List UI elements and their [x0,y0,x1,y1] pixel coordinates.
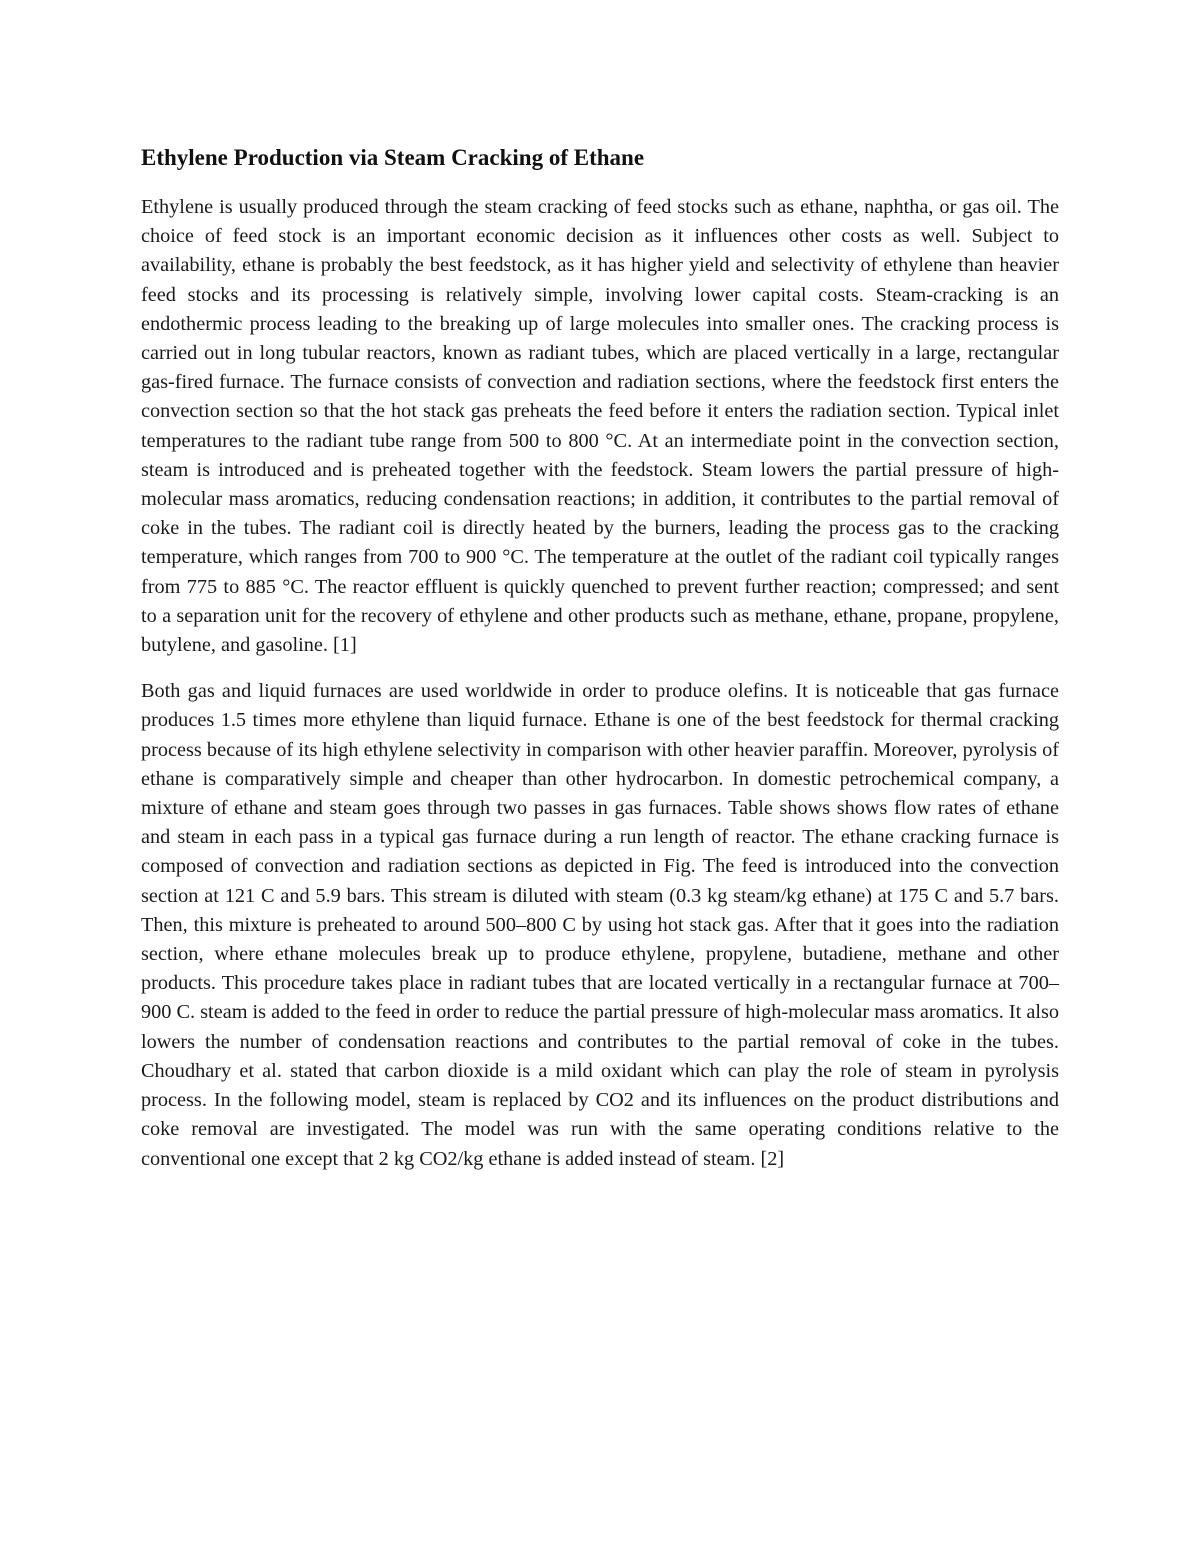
paragraph-steam-cracking-overview: Ethylene is usually produced through the steam cracking of feed stocks such as ethane, naphtha, or gas oil. The choice of feed stock is an important economic decision as it influences other costs as well. Subject to availability, ethane is probably the best feedstock, as it has higher yield and selectivity of ethylene than heavier feed stocks and its processing is relatively simple, involving lower capital costs. Steam-cracking is an endothermic process leading to the breaking up of large molecules into smaller ones. The cracking process is carried out in long tubular reactors, known as radiant tubes, which are placed vertically in a large, rectangular gas-fired furnace. The furnace consists of convection and radiation sections, where the feedstock first enters the convection section so that the hot stack gas preheats the feed before it enters the radiation section. Typical inlet temperatures to the radiant tube range from 500 to 800 °C. At an intermediate point in the convection section, steam is introduced and is preheated together with the feedstock. Steam lowers the partial pressure of high-molecular mass aromatics, reducing condensation reactions; in addition, it contributes to the partial removal of coke in the tubes. The radiant coil is directly heated by the burners, leading the process gas to the cracking temperature, which ranges from 700 to 900 °C. The temperature at the outlet of the radiant coil typically ranges from 775 to 885 °C. The reactor effluent is quickly quenched to prevent further reaction; compressed; and sent to a separation unit for the recovery of ethylene and other products such as methane, ethane, propane, propylene, butylene, and gasoline. [1] [141,196,1059,657]
document-body [141,142,1059,1191]
paragraph-gas-furnace-co2-model: Both gas and liquid furnaces are used worldwide in order to produce olefins. It is noticeable that gas furnace produces 1.5 times more ethylene than liquid furnace. Ethane is one of the best feedstock for thermal cracking process because of its high ethylene selectivity in comparison with other heavier paraffin. Moreover, pyrolysis of ethane is comparatively simple and cheaper than other hydrocarbon. In domestic petrochemical company, a mixture of ethane and steam goes through two passes in gas furnaces. Table shows shows flow rates of ethane and steam in each pass in a typical gas furnace during a run length of reactor. The ethane cracking furnace is composed of convection and radiation sections as depicted in Fig. The feed is introduced into the convection section at 121 C and 5.9 bars. This stream is diluted with steam (0.3 kg steam/kg ethane) at 175 C and 5.7 bars. Then, this mixture is preheated to around 500–800 C by using hot stack gas. After that it goes into the radiation section, where ethane molecules break up to produce ethylene, propylene, butadiene, methane and other products. This procedure takes place in radiant tubes that are located vertically in a rectangular furnace at 700–900 C. steam is added to the feed in order to reduce the partial pressure of high-molecular mass aromatics. It also lowers the number of condensation reactions and contributes to the partial removal of coke in the tubes. Choudhary et al. stated that carbon dioxide is a mild oxidant which can play the role of steam in pyrolysis process. In the following model, steam is replaced by CO2 and its influences on the product distributions and coke removal are investigated. The model was run with the same operating conditions relative to the conventional one except that 2 kg CO2/kg ethane is added instead of steam. [2] [141,680,1059,1170]
document-title: Ethylene Production via Steam Cracking of Ethane [141,145,645,170]
